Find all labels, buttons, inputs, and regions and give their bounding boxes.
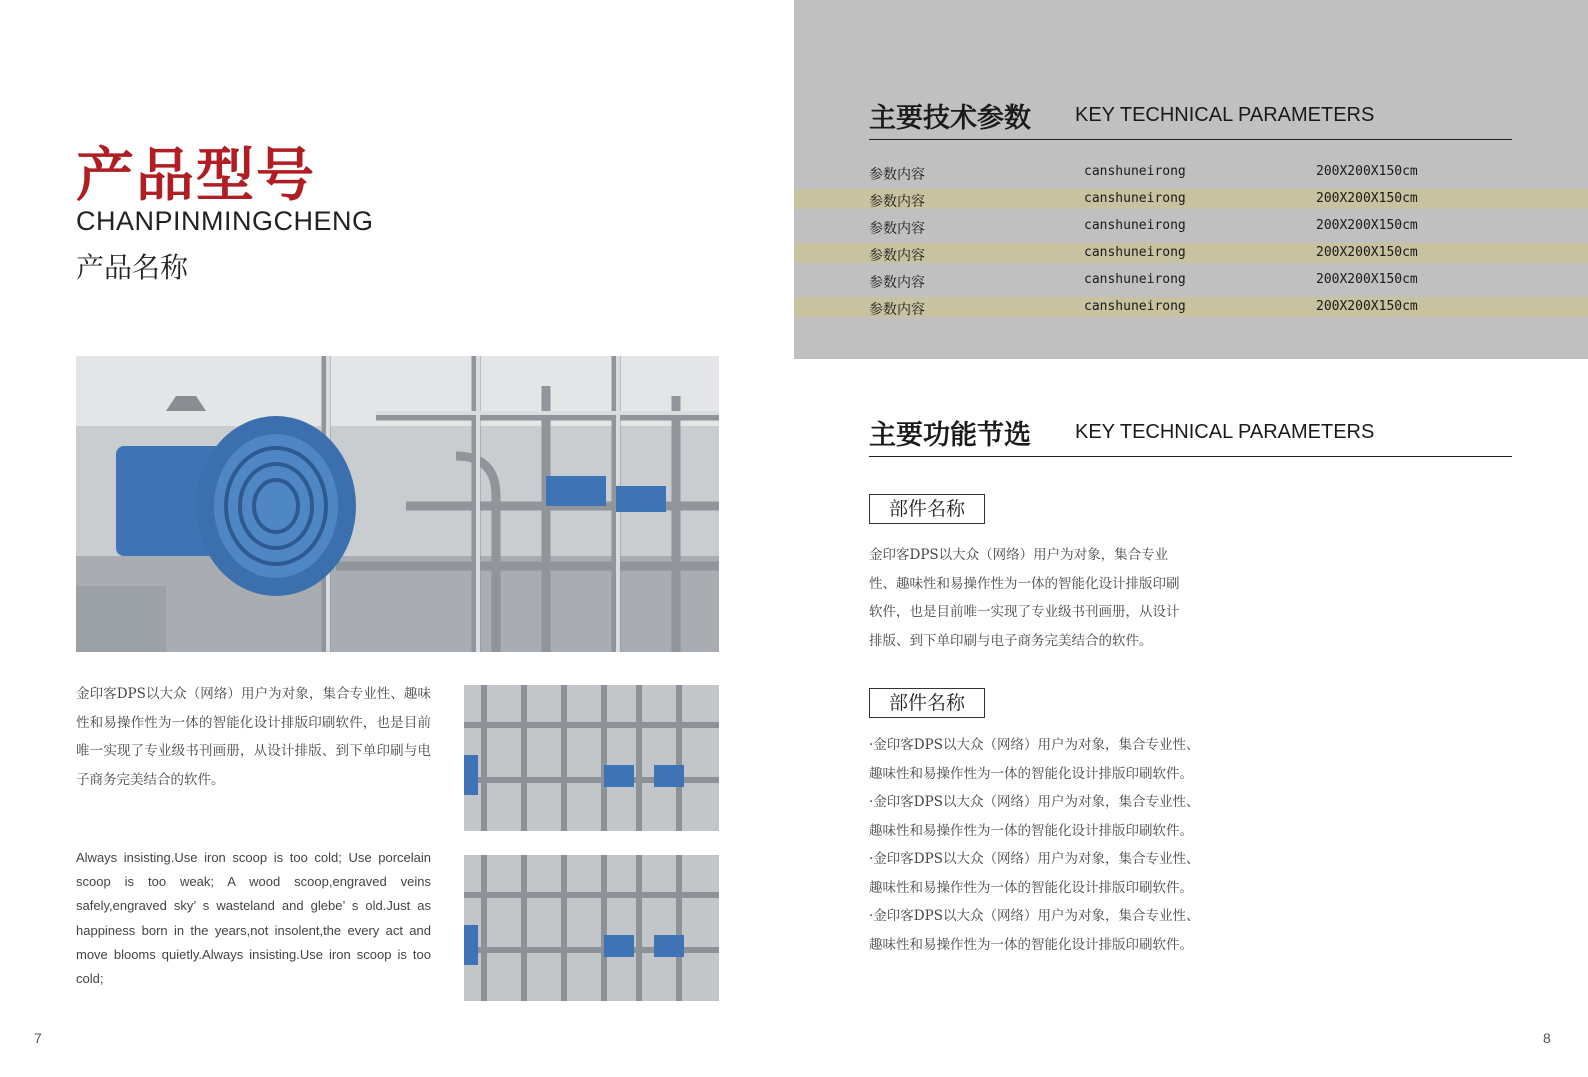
param-name: 参数内容 [869, 167, 925, 183]
param-size: 200X200X150cm [1316, 245, 1418, 260]
param-value: canshuneirong [1084, 191, 1186, 206]
feature-bullet-line: 趣味性和易操作性为一体的智能化设计排版印刷软件。 [869, 879, 1193, 896]
feature-bullet-line: 趣味性和易操作性为一体的智能化设计排版印刷软件。 [869, 936, 1193, 953]
param-row [794, 189, 1588, 209]
param-name: 参数内容 [869, 302, 925, 318]
technical-parameters-heading [869, 96, 1512, 140]
pipe-detail-photo-1 [464, 685, 719, 831]
section-title-cn: 主要技术参数 [869, 103, 1031, 134]
feature-bullet-line: ·金印客DPS以大众（网络）用户为对象，集合专业性、 [869, 737, 1200, 753]
feature-bullet-line: ·金印客DPS以大众（网络）用户为对象，集合专业性、 [869, 908, 1200, 924]
part-description [869, 541, 1204, 655]
part-name-label: 部件名称 [869, 494, 985, 524]
feature-bullet-line: 趣味性和易操作性为一体的智能化设计排版印刷软件。 [869, 822, 1193, 839]
section-title-en: KEY TECHNICAL PARAMETERS [1075, 104, 1375, 126]
product-model-title: 产品型号 [76, 141, 317, 209]
page-number-left: 7 [34, 1030, 42, 1046]
product-name-subtitle: 产品名称 [76, 251, 189, 284]
part-description-line: 软件，也是目前唯一实现了专业级书刊画册，从设计 [869, 604, 1180, 620]
param-size: 200X200X150cm [1316, 218, 1418, 233]
param-row [794, 270, 1588, 290]
part-name-label: 部件名称 [869, 688, 985, 718]
param-value: canshuneirong [1084, 245, 1186, 260]
part-description-line: 金印客DPS以大众（网络）用户为对象，集合专业 [869, 547, 1169, 563]
pipe-detail-photo-2 [464, 855, 719, 1001]
param-row [794, 243, 1588, 263]
part-description-line: 性、趣味性和易操作性为一体的智能化设计排版印刷 [869, 575, 1180, 592]
param-value: canshuneirong [1084, 272, 1186, 287]
param-value: canshuneirong [1084, 218, 1186, 233]
param-size: 200X200X150cm [1316, 272, 1418, 287]
main-product-photo [76, 356, 719, 652]
param-name: 参数内容 [869, 275, 925, 291]
feature-bullet-line: ·金印客DPS以大众（网络）用户为对象，集合专业性、 [869, 794, 1200, 810]
feature-bullet-line: 趣味性和易操作性为一体的智能化设计排版印刷软件。 [869, 765, 1193, 782]
product-description-cn: 金印客DPS以大众（网络）用户为对象，集合专业性、趣味性和易操作性为一体的智能化设计排版印刷软件，也是目前唯一实现了专业级书刊画册，从设计排版、到下单印刷与电子商务完美结合的软件。 [76, 686, 431, 788]
product-name-pinyin: CHANPINMINGCHENG [76, 206, 374, 236]
param-size: 200X200X150cm [1316, 191, 1418, 206]
part-description-line: 排版、到下单印刷与电子商务完美结合的软件。 [869, 632, 1153, 649]
param-row [794, 216, 1588, 236]
param-row [794, 162, 1588, 182]
param-name: 参数内容 [869, 248, 925, 264]
param-size: 200X200X150cm [1316, 299, 1418, 314]
param-value: canshuneirong [1084, 299, 1186, 314]
param-size: 200X200X150cm [1316, 164, 1418, 179]
product-description-en: Always insisting.Use iron scoop is too cold; Use porcelain scoop is too weak; A wood scoop,engraved veins safely,engraved sky’ s wasteland and glebe’ s old.Just as happiness born in the years,not insolent,the every act and move blooms quietly.Always insisting.Use iron scoop is too cold; [76, 850, 431, 987]
key-functions-heading [869, 413, 1512, 457]
section-title-cn: 主要功能节选 [869, 420, 1031, 451]
feature-bullet-line: ·金印客DPS以大众（网络）用户为对象，集合专业性、 [869, 851, 1200, 867]
param-row [794, 297, 1588, 317]
param-name: 参数内容 [869, 194, 925, 210]
section-title-en: KEY TECHNICAL PARAMETERS [1075, 421, 1375, 443]
param-value: canshuneirong [1084, 164, 1186, 179]
param-name: 参数内容 [869, 221, 925, 237]
page-number-right: 8 [1543, 1030, 1551, 1046]
feature-bullet-list [869, 731, 1229, 959]
